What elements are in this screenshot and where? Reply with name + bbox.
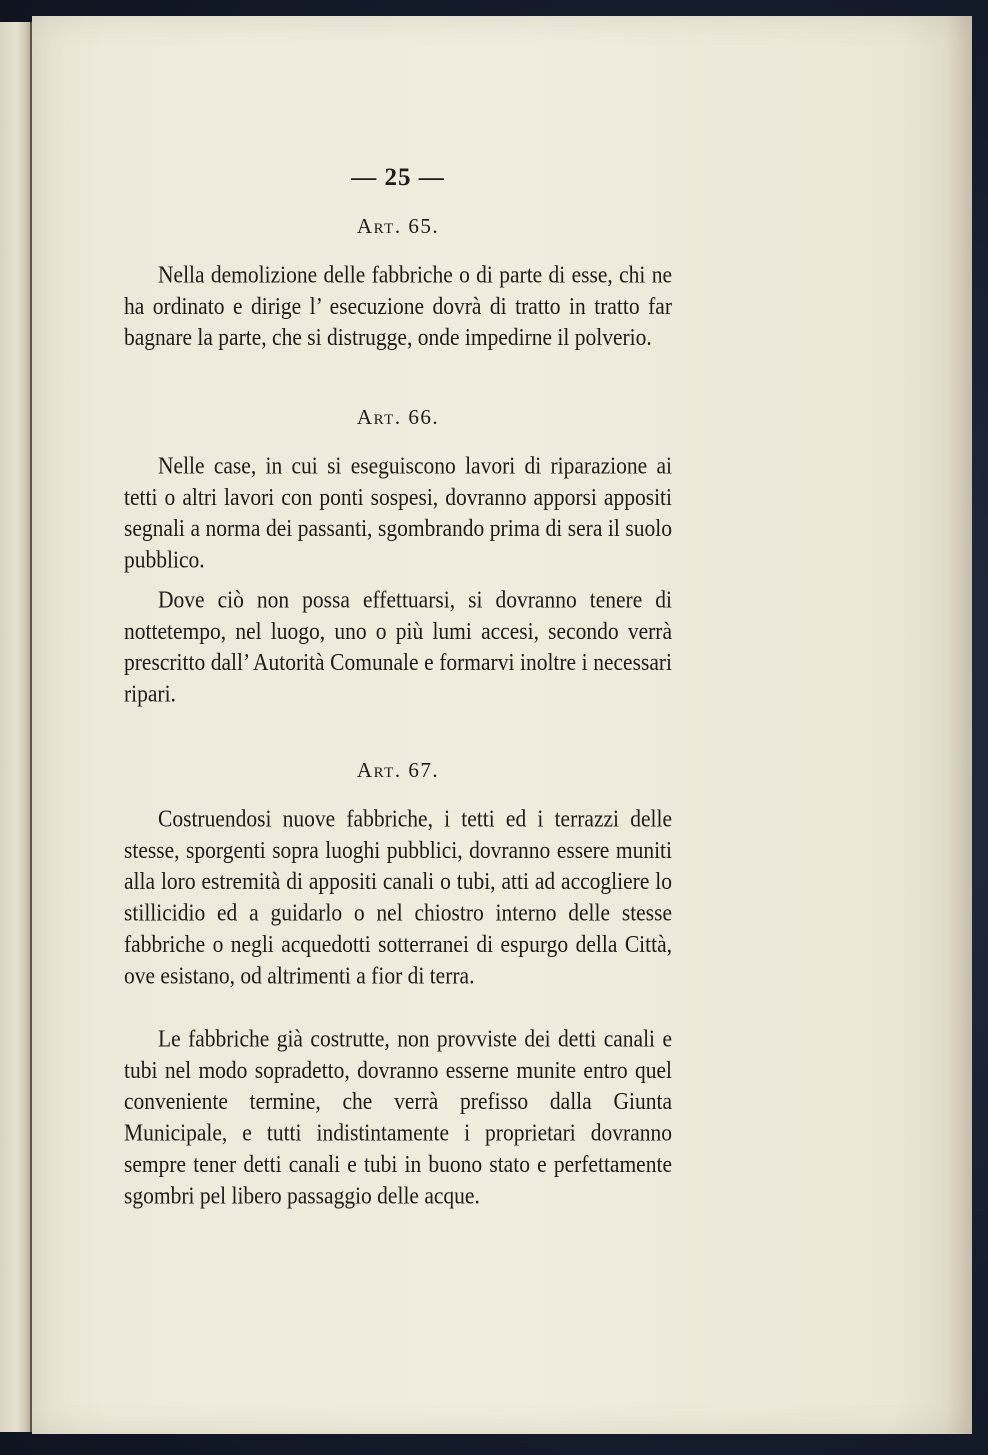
page-content bbox=[124, 164, 672, 1225]
article-paragraph: Nelle case, in cui si eseguiscono lavori di riparazione ai tetti o altri lavori con ponti sospesi, dovranno apporsi appositi segnali a norma dei passanti, sgombrando prima di sera il suolo pubblico. bbox=[124, 452, 672, 574]
article-paragraph: Costruendosi nuove fabbriche, i tetti ed i terrazzi delle stesse, sporgenti sopra luoghi pubblici, dovranno essere muniti alla loro estremità di appositi canali o tubi, atti ad accogliere lo stillicidio ed a guidarlo o nel chiostro interno delle stesse fabbriche o negli acquedotti sotterranei di espurgo della Città, ove esistano, od altrimenti a fior di terra. bbox=[124, 805, 672, 989]
article-heading: Art. 65. bbox=[356, 214, 440, 238]
article-65 bbox=[124, 214, 672, 351]
article-heading: Art. 66. bbox=[356, 405, 440, 429]
article-paragraph: Nella demolizione delle fabbriche o di parte di esse, chi ne ha ordinato e dirige l’ esecuzione dovrà di tratto in tratto far bagnare la parte, che si distrugge, onde impedirne il polverio. bbox=[124, 261, 672, 351]
article-67 bbox=[124, 758, 672, 1209]
article-paragraph: Le fabbriche già costrutte, non provviste dei detti canali e tubi nel modo sopradetto, dovranno esserne munite entro quel conveniente termine, che verrà prefisso dalla Giunta Municipale, e tutti indistintamente i proprietari dovranno sempre tener detti canali e tubi in buono stato e perfettamente sgombri pel libero passaggio delle acque. bbox=[124, 1025, 672, 1209]
book-page bbox=[32, 16, 972, 1434]
article-heading: Art. 67. bbox=[356, 758, 440, 782]
article-66 bbox=[124, 405, 672, 708]
article-paragraph: Dove ciò non possa effettuarsi, si dovranno tenere di nottetempo, nel luogo, uno o più lumi accesi, secondo verrà prescritto dall’ Autorità Comunale e formarvi inoltre i necessari ripari. bbox=[124, 586, 672, 708]
page-number: — 25 — bbox=[351, 164, 445, 191]
left-page-edge bbox=[0, 22, 32, 1432]
